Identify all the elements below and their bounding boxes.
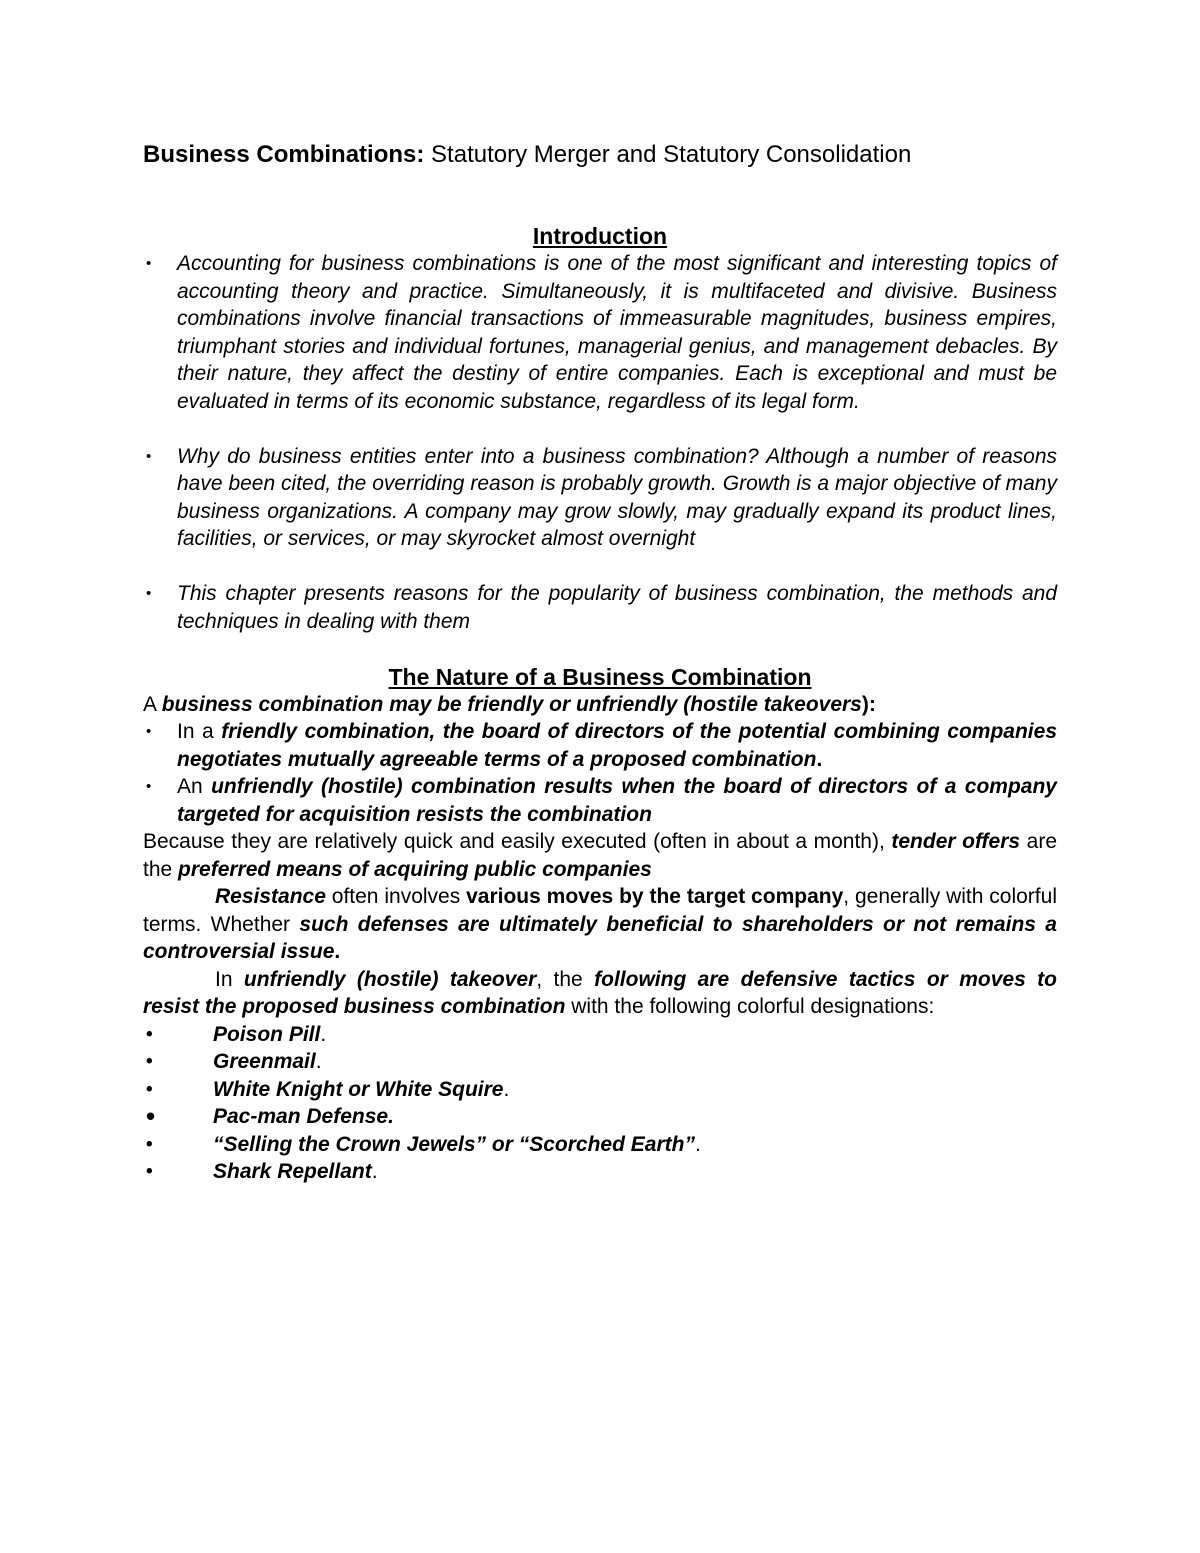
nature-intro-paragraph-text: A business combination may be friendly or unfriendly (hostile takeovers): — [143, 692, 876, 716]
section-heading-nature-text: The Nature of a Business Combination — [388, 663, 812, 690]
defense-tactic-pac-man — [143, 1103, 1057, 1131]
document-content — [143, 140, 1057, 1186]
friendly-combination-bullet — [143, 718, 1057, 773]
bullet-marker-icon: • — [146, 447, 152, 465]
bullet-marker-icon: • — [146, 1078, 153, 1100]
defense-tactic-crown-jewels-text: “Selling the Crown Jewels” or “Scorched Earth”. — [213, 1132, 701, 1156]
document-title-text: Business Combinations: Statutory Merger and Statutory Consolidation — [143, 141, 912, 168]
section-heading-introduction — [143, 222, 1057, 250]
section-heading-nature — [143, 663, 1057, 691]
defense-tactic-poison-pill — [143, 1021, 1057, 1049]
bullet-marker-icon: • — [146, 723, 152, 740]
defense-tactic-crown-jewels — [143, 1131, 1057, 1159]
intro-bullet-chapter-scope — [143, 580, 1057, 635]
defense-tactic-greenmail — [143, 1048, 1057, 1076]
bullet-marker-icon: • — [146, 1101, 156, 1131]
bullet-marker-icon: • — [146, 1023, 153, 1045]
friendly-combination-bullet-text: In a friendly combination, the board of directors of the potential combining companies negotiates mutually agreeable terms of a proposed combination. — [177, 720, 1057, 771]
defense-tactic-pac-man-text: Pac-man Defense. — [213, 1105, 394, 1128]
bullet-marker-icon: • — [146, 1051, 153, 1072]
bullet-marker-icon: • — [146, 255, 152, 272]
bullet-marker-icon: • — [146, 1161, 153, 1182]
intro-bullet-why-combine — [143, 443, 1057, 553]
resistance-paragraph-text: Resistance often involves various moves by the target company, generally with colorful terms. Whether such defenses are ultimately beneficial to shareholders or not remains a controversial issue. — [143, 885, 1057, 963]
bullet-marker-icon: • — [146, 778, 152, 795]
unfriendly-combination-bullet-text: An unfriendly (hostile) combination results when the board of directors of a company targeted for acquisition resists the combination — [177, 775, 1057, 826]
defense-tactic-shark-repellant — [143, 1158, 1057, 1186]
bullet-marker-icon: • — [146, 585, 152, 602]
unfriendly-combination-bullet — [143, 773, 1057, 828]
intro-bullet-why-combine-text: Why do business entities enter into a business combination? Although a number of reasons have been cited, the overriding reason is probably growth. Growth is a major objective of many business organizations. A company may grow slowly, may gradually expand its product lines, facilities, or services, or may skyrocket almost overnight — [177, 444, 1057, 550]
nature-intro-paragraph — [143, 691, 1057, 719]
defense-tactic-white-knight — [143, 1076, 1057, 1104]
defense-tactic-shark-repellant-text: Shark Repellant. — [213, 1160, 378, 1183]
defense-tactic-greenmail-text: Greenmail. — [213, 1050, 322, 1073]
defense-tactic-poison-pill-text: Poison Pill. — [213, 1022, 327, 1046]
tender-offers-paragraph — [143, 828, 1057, 883]
defense-tactic-white-knight-text: White Knight or White Squire. — [213, 1077, 510, 1101]
section-heading-introduction-text: Introduction — [532, 223, 668, 249]
resistance-paragraph — [143, 883, 1057, 966]
document-title — [143, 140, 1057, 170]
hostile-takeover-tactics-paragraph-text: In unfriendly (hostile) takeover, the following are defensive tactics or moves to resist the proposed business combination with the following colorful designations: — [143, 967, 1057, 1018]
intro-bullet-significance — [143, 250, 1057, 415]
intro-bullet-significance-text: Accounting for business combinations is one of the most significant and interesting topics of accounting theory and practice. Simultaneously, it is multifaceted and divisive. Business combinations involve financial transactions of immeasurable magnitudes, business empires, triumphant stories and individual fortunes, managerial genius, and management debacles. By their nature, they affect the destiny of entire companies. Each is exceptional and must be evaluated in terms of its economic substance, regardless of its legal form. — [177, 252, 1057, 413]
bullet-marker-icon: • — [146, 1133, 153, 1155]
hostile-takeover-tactics-paragraph — [143, 966, 1057, 1021]
tender-offers-paragraph-text: Because they are relatively quick and easily executed (often in about a month), tender offers are the preferred means of acquiring public companies — [143, 830, 1058, 881]
intro-bullet-chapter-scope-text: This chapter presents reasons for the popularity of business combination, the methods and techniques in dealing with them — [177, 582, 1057, 633]
